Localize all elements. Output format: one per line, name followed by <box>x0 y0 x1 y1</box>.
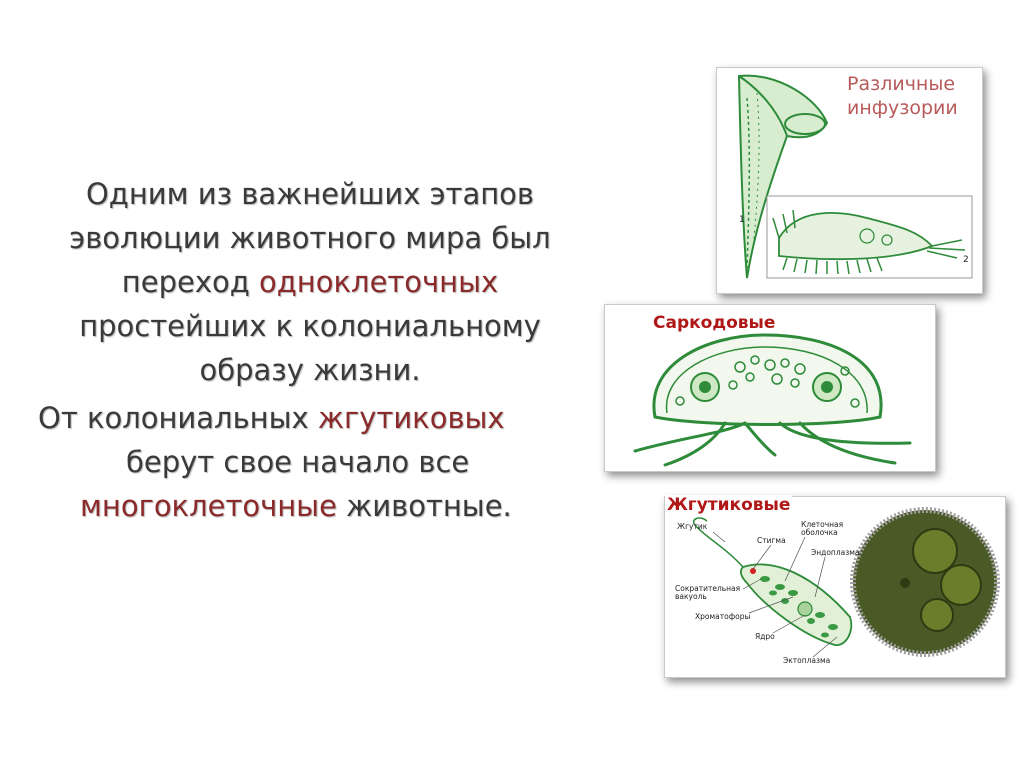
arcella-pseudopodia <box>635 423 910 465</box>
text-line: эволюции животного мира был <box>69 221 551 255</box>
infusoria-panel <box>716 67 983 294</box>
text-fragment: От колониальных <box>38 401 318 435</box>
highlight-flagellates: жгутиковых <box>317 401 505 435</box>
title-line: инфузории <box>847 97 958 119</box>
highlight-multicellular: многоклеточные <box>80 489 337 523</box>
label-nucleus: Ядро <box>755 632 775 641</box>
arcella-nucleolus <box>821 381 833 393</box>
text-line <box>30 484 590 528</box>
figure-number-2: 2 <box>963 255 969 265</box>
label-flagellum: Жгутик <box>677 522 708 531</box>
label-cell-membrane <box>801 521 843 537</box>
arcella-shell <box>654 335 881 425</box>
text-fragment: переход <box>121 265 260 299</box>
label-endoplasm: Эндоплазма <box>811 548 860 557</box>
label-stigma: Стигма <box>757 536 786 545</box>
paragraph-evolution <box>30 172 590 392</box>
label-line: Сократительная <box>675 584 741 593</box>
text-line <box>30 260 590 304</box>
arcella-nucleolus <box>699 381 711 393</box>
euglena-nucleus <box>798 602 812 616</box>
volvox-daughter-colony <box>941 565 981 605</box>
volvox-cell <box>900 578 910 588</box>
text-line <box>30 396 590 440</box>
text-line: Одним из важнейших этапов <box>85 177 535 211</box>
label-chromatophores: Хроматофоры <box>695 612 751 621</box>
text-line: образу жизни. <box>199 353 421 387</box>
label-ectoplasm: Эктоплазма <box>783 656 831 665</box>
title-line: Различные <box>847 73 956 95</box>
sarcodina-title: Саркодовые <box>653 313 776 333</box>
text-line: берут свое начало все <box>126 445 470 479</box>
infusoria-title <box>847 72 977 120</box>
label-line: вакуоль <box>675 592 707 601</box>
figure-number-1: 1 <box>739 215 745 225</box>
text-line: простейших к колониальному <box>79 309 541 343</box>
volvox-daughter-colony <box>921 599 953 631</box>
sarcodina-panel <box>604 304 936 472</box>
label-contractile-vacuole <box>675 585 740 601</box>
main-text <box>30 172 590 528</box>
volvox-daughter-colony <box>913 529 957 573</box>
label-line: Клеточная <box>801 520 844 529</box>
flagellata-panel <box>664 496 1006 678</box>
label-line: оболочка <box>801 528 838 537</box>
paragraph-origin <box>30 396 590 528</box>
highlight-unicellular: одноклеточных <box>259 265 499 299</box>
text-fragment: животные. <box>336 489 512 523</box>
flagellata-title: Жгутиковые <box>667 495 791 515</box>
